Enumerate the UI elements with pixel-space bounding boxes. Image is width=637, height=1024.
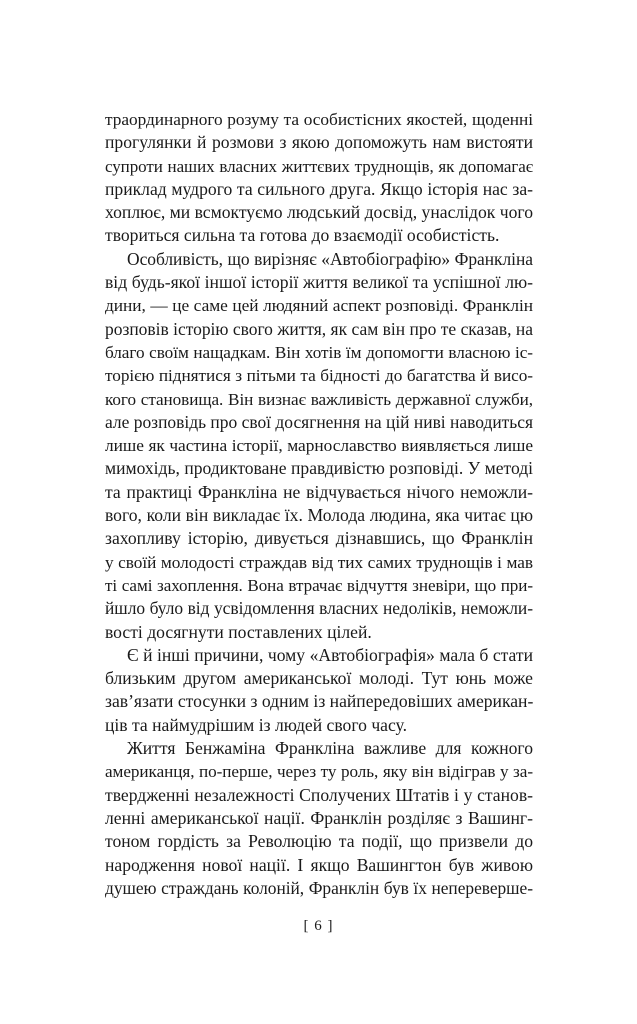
text-line: благо своїм нащадкам. Він хотів їм допомогти власною іс-: [105, 342, 533, 362]
text-line: у своїй молодості страждав від тих самих труднощів і мав: [105, 552, 533, 572]
body-text: [105, 108, 533, 900]
text-line: близьким другом американської молоді. Тут юнь може: [105, 668, 533, 689]
text-line: Особливість, що вирізняє «Автобіографію» Франкліна: [127, 248, 533, 269]
text-line: захопливу історію, дивується дізнавшись, що Франклін: [105, 528, 533, 549]
text-line: але розповідь про свої досягнення на цій ниві наводиться: [105, 411, 533, 432]
text-line: йшло було від усвідомлення власних недоліків, неможли-: [105, 598, 533, 619]
text-line: супроти наших власних життєвих труднощів, як допомагає: [105, 156, 533, 176]
text-line: лише як частина історії, марнославство виявляється лише: [105, 436, 533, 456]
text-line: ті самі захоплення. Вона втрачає відчуття зневіри, що при-: [105, 575, 533, 595]
text-line: душею страждань колоній, Франклін був їх неперевершe-: [105, 878, 533, 898]
text-line: тоном гордість за Революцію та події, що призвели до: [105, 831, 533, 852]
text-line: прогулянки й розмови з якою допоможуть нам вистояти: [105, 132, 533, 153]
text-line: дини, — це саме цей людяний аспект розповіді. Франклін: [105, 296, 533, 316]
text-line: народження нової нації. І якщо Вашингтон був живою: [105, 854, 533, 875]
text-line: ців та наймудрішим із людей свого часу.: [105, 714, 407, 735]
text-line: вості досягнути поставлених цілей.: [105, 621, 372, 642]
text-line: розповів історію свого життя, як сам він про те сказав, на: [105, 318, 533, 339]
text-line: торією піднятися з пітьми та бідності до багатства й висо-: [105, 366, 533, 386]
page-number: [ 6 ]: [303, 918, 334, 934]
text-line: вого, коли він викладає їх. Молода людина, яка читає цю: [105, 505, 533, 526]
text-line: від будь-якої іншої історії життя великої та успішної лю-: [105, 272, 533, 293]
text-line: та практиці Франкліна не відчувається нічого неможли-: [105, 481, 533, 502]
text-line: хоплює, ми всмоктуємо людський досвід, унаслідок чого: [105, 202, 533, 223]
text-line: твориться сильна та готова до взаємодії особистість.: [105, 225, 500, 246]
text-line: Є й інші причини, чому «Автобіографія» мала б стати: [127, 644, 533, 665]
text-line: зав’язати стосунки з одним із найпередовіших американ-: [105, 691, 534, 712]
text-line: кого становища. Він визнає важливість державної служби,: [105, 389, 533, 409]
text-line: Життя Бенжаміна Франкліна важливе для кожного: [127, 738, 533, 759]
text-line: ленні американської нації. Франклін розділяє з Вашинг-: [105, 807, 533, 828]
text-line: американця, по-перше, через ту роль, яку він відіграв у за-: [105, 762, 533, 782]
text-line: мимохідь, продиктоване правдивістю розповіді. У методі: [105, 458, 533, 479]
text-line: твердженні незалежності Сполучених Штатів і у станов-: [105, 784, 533, 805]
text-line: траординарного розуму та особистісних якостей, щоденні: [105, 110, 533, 129]
text-line: приклад мудрого та сильного друга. Якщо історія нас за-: [105, 178, 533, 199]
